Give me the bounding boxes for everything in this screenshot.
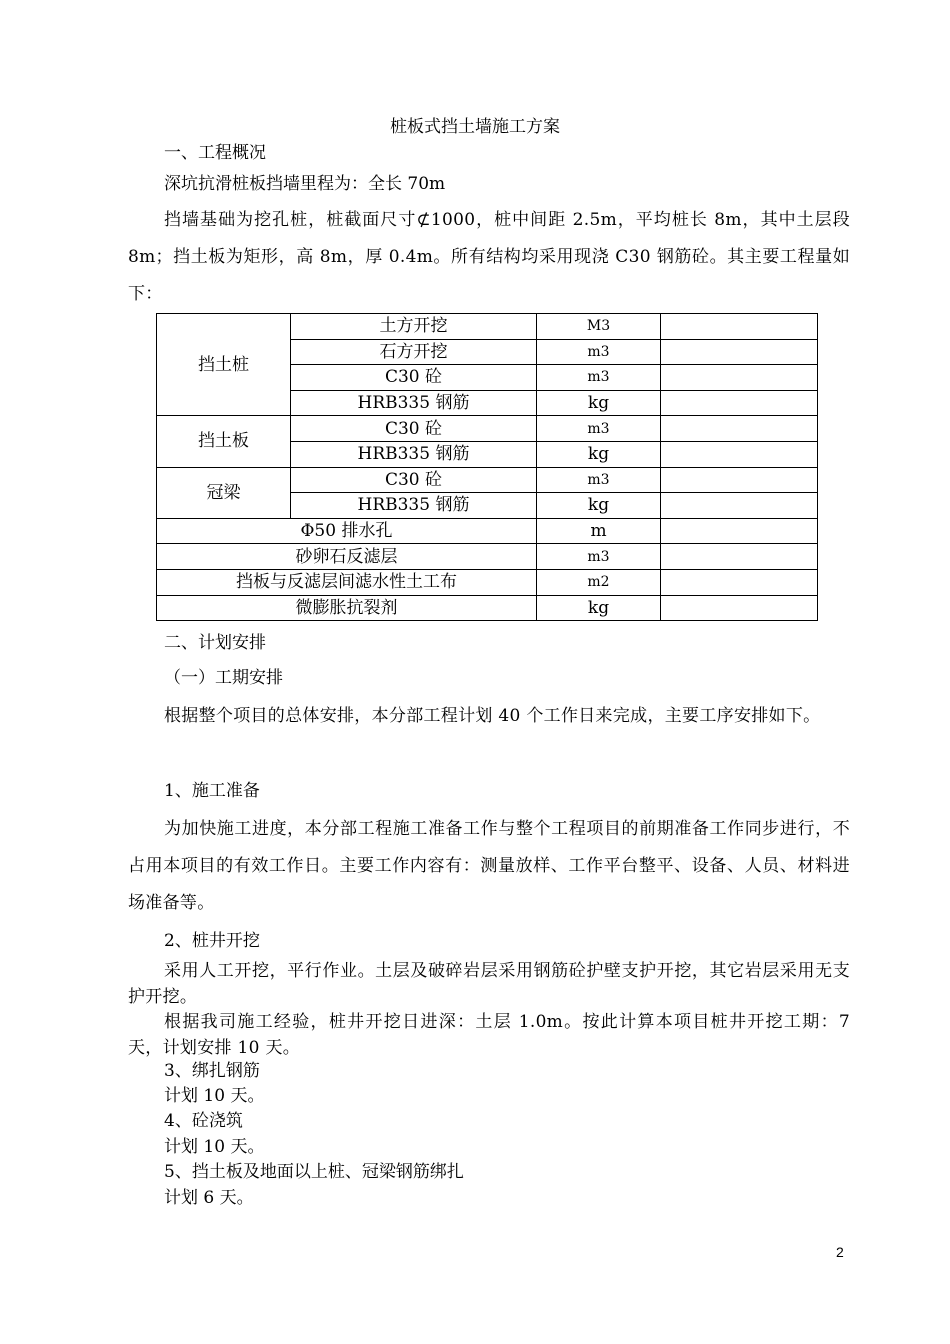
unit-cell: M3 (537, 314, 661, 340)
step-duration-concrete: 计划 10 天。 (164, 1137, 265, 1157)
quantity-cell (661, 467, 818, 493)
subsection-heading-schedule: （一）工期安排 (164, 668, 283, 688)
paragraph-excavation-duration: 根据我司施工经验，桩井开挖日进深：土层 1.0m。按此计算本项目桩井开挖工期：7 天，计划安排 10 天。 (128, 1012, 850, 1058)
step-duration-rebar: 计划 10 天。 (164, 1086, 265, 1106)
quantity-cell (661, 314, 818, 340)
table-row (157, 467, 818, 493)
item-cell: HRB335 钢筋 (291, 390, 537, 416)
quantity-cell (661, 493, 818, 519)
unit-cell: m3 (537, 467, 661, 493)
quantity-cell (661, 390, 818, 416)
quantity-cell (661, 416, 818, 442)
unit-cell: kg (537, 595, 661, 621)
unit-cell: m3 (537, 544, 661, 570)
table-row (157, 314, 818, 340)
unit-cell: m (537, 518, 661, 544)
group-label-pile: 挡土桩 (157, 314, 291, 416)
quantity-cell (661, 518, 818, 544)
unit-cell: kg (537, 441, 661, 467)
quantity-cell (661, 441, 818, 467)
table-row (157, 569, 818, 595)
item-cell: 土方开挖 (291, 314, 537, 340)
step-heading-preparation: 1、施工准备 (164, 781, 260, 801)
item-cell: 砂卵石反滤层 (157, 544, 537, 570)
step-heading-rebar: 3、绑扎钢筋 (164, 1061, 260, 1081)
unit-cell: kg (537, 493, 661, 519)
unit-cell: m3 (537, 365, 661, 391)
item-cell: C30 砼 (291, 467, 537, 493)
quantity-cell (661, 365, 818, 391)
quantity-cell (661, 569, 818, 595)
section-heading-plan: 二、计划安排 (164, 633, 266, 653)
group-label-crown-beam: 冠梁 (157, 467, 291, 518)
paragraph-schedule: 根据整个项目的总体安排，本分部工程计划 40 个工作日来完成，主要工序安排如下。 (164, 706, 821, 726)
section-heading-overview: 一、工程概况 (164, 143, 266, 163)
unit-cell: m3 (537, 339, 661, 365)
paragraph-length: 深坑抗滑桩板挡墙里程为：全长 70m (164, 174, 446, 194)
paragraph-preparation: 为加快施工进度，本分部工程施工准备工作与整个工程项目的前期准备工作同步进行，不占用本项目的有效工作日。主要工作内容有：测量放样、工作平台整平、设备、人员、材料进场准备等。 (128, 819, 850, 913)
step-duration-board-rebar: 计划 6 天。 (164, 1188, 254, 1208)
step-heading-concrete: 4、砼浇筑 (164, 1111, 243, 1131)
item-cell: C30 砼 (291, 365, 537, 391)
paragraph-excavation-method: 采用人工开挖，平行作业。土层及破碎岩层采用钢筋砼护壁支护开挖，其它岩层采用无支护开挖。 (128, 961, 850, 1007)
step-heading-excavation: 2、桩井开挖 (164, 931, 260, 951)
quantity-cell (661, 595, 818, 621)
table-row (157, 595, 818, 621)
document-title: 桩板式挡土墙施工方案 (390, 117, 560, 137)
table-row (157, 518, 818, 544)
item-cell: Φ50 排水孔 (157, 518, 537, 544)
quantity-cell (661, 544, 818, 570)
item-cell: 挡板与反滤层间滤水性土工布 (157, 569, 537, 595)
table-row (157, 544, 818, 570)
unit-cell: m2 (537, 569, 661, 595)
group-label-board: 挡土板 (157, 416, 291, 467)
quantity-cell (661, 339, 818, 365)
quantity-table (156, 313, 818, 621)
unit-cell: kg (537, 390, 661, 416)
page-number: 2 (836, 1244, 844, 1260)
item-cell: HRB335 钢筋 (291, 441, 537, 467)
item-cell: 石方开挖 (291, 339, 537, 365)
item-cell: 微膨胀抗裂剂 (157, 595, 537, 621)
table-row (157, 416, 818, 442)
unit-cell: m3 (537, 416, 661, 442)
paragraph-foundation: 挡墙基础为挖孔桩，桩截面尺寸⊄1000，桩中间距 2.5m，平均桩长 8m，其中土层段 8m；挡土板为矩形，高 8m，厚 0.4m。所有结构均采用现浇 C30 钢筋砼。其主要工程量如下： (128, 210, 850, 304)
item-cell: HRB335 钢筋 (291, 493, 537, 519)
item-cell: C30 砼 (291, 416, 537, 442)
step-heading-board-rebar: 5、挡土板及地面以上桩、冠梁钢筋绑扎 (164, 1162, 464, 1182)
